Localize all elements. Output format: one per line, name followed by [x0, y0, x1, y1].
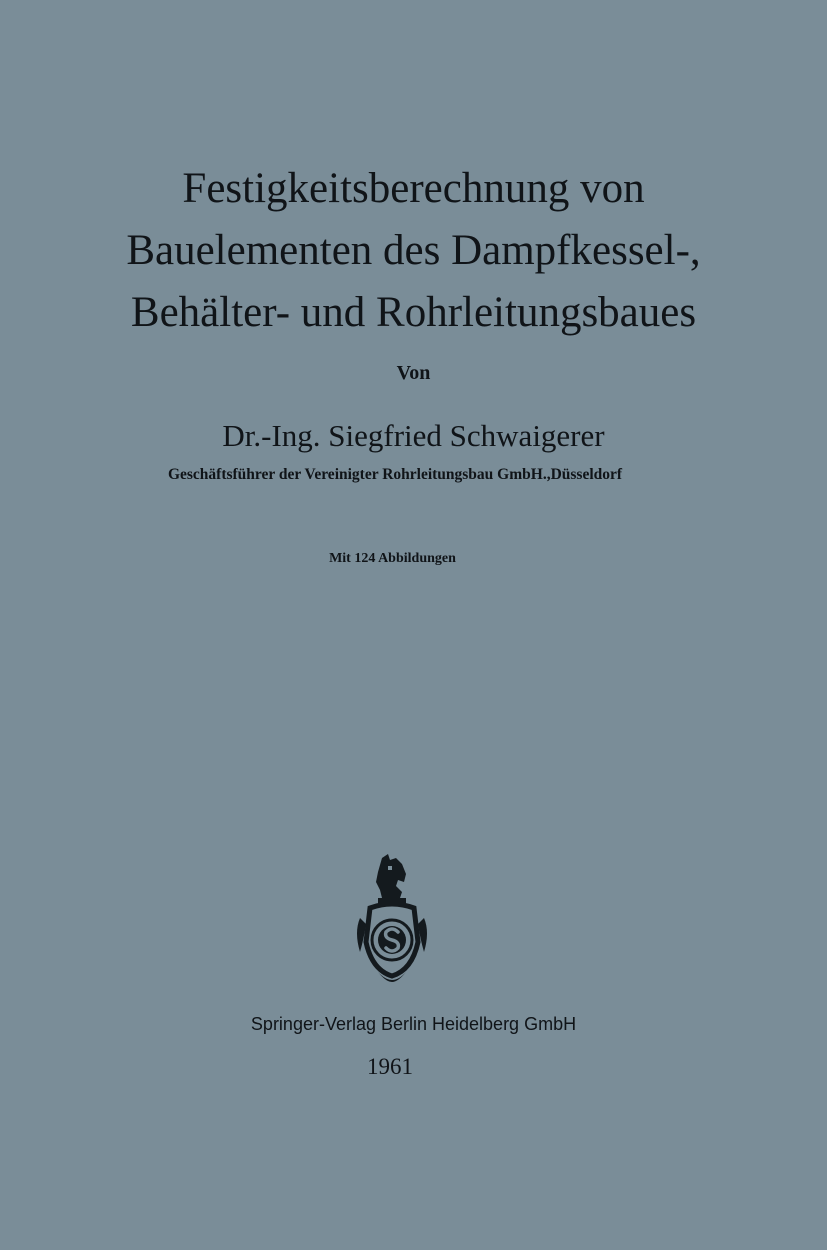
- book-title: [0, 158, 827, 344]
- title-line-3: Behälter- und Rohrleitungsbaues: [130, 289, 697, 336]
- title-line-2: Bauelementen des Dampfkessel-,: [126, 227, 701, 274]
- title-line-1: Festigkeitsberechnung von: [182, 165, 645, 212]
- springer-knight-logo-icon: [352, 852, 432, 988]
- author-name: Dr.-Ing. Siegfried Schwaigerer: [222, 418, 605, 453]
- illustrations-count: Mit 124 Abbildungen: [329, 551, 456, 566]
- publisher-name: Springer-Verlag Berlin Heidelberg GmbH: [250, 1014, 577, 1034]
- by-label: Von: [396, 362, 431, 384]
- author-affiliation: Geschäftsführer der Vereinigter Rohrleitungsbau GmbH.,Düsseldorf: [167, 466, 623, 483]
- publication-year: 1961: [367, 1054, 413, 1079]
